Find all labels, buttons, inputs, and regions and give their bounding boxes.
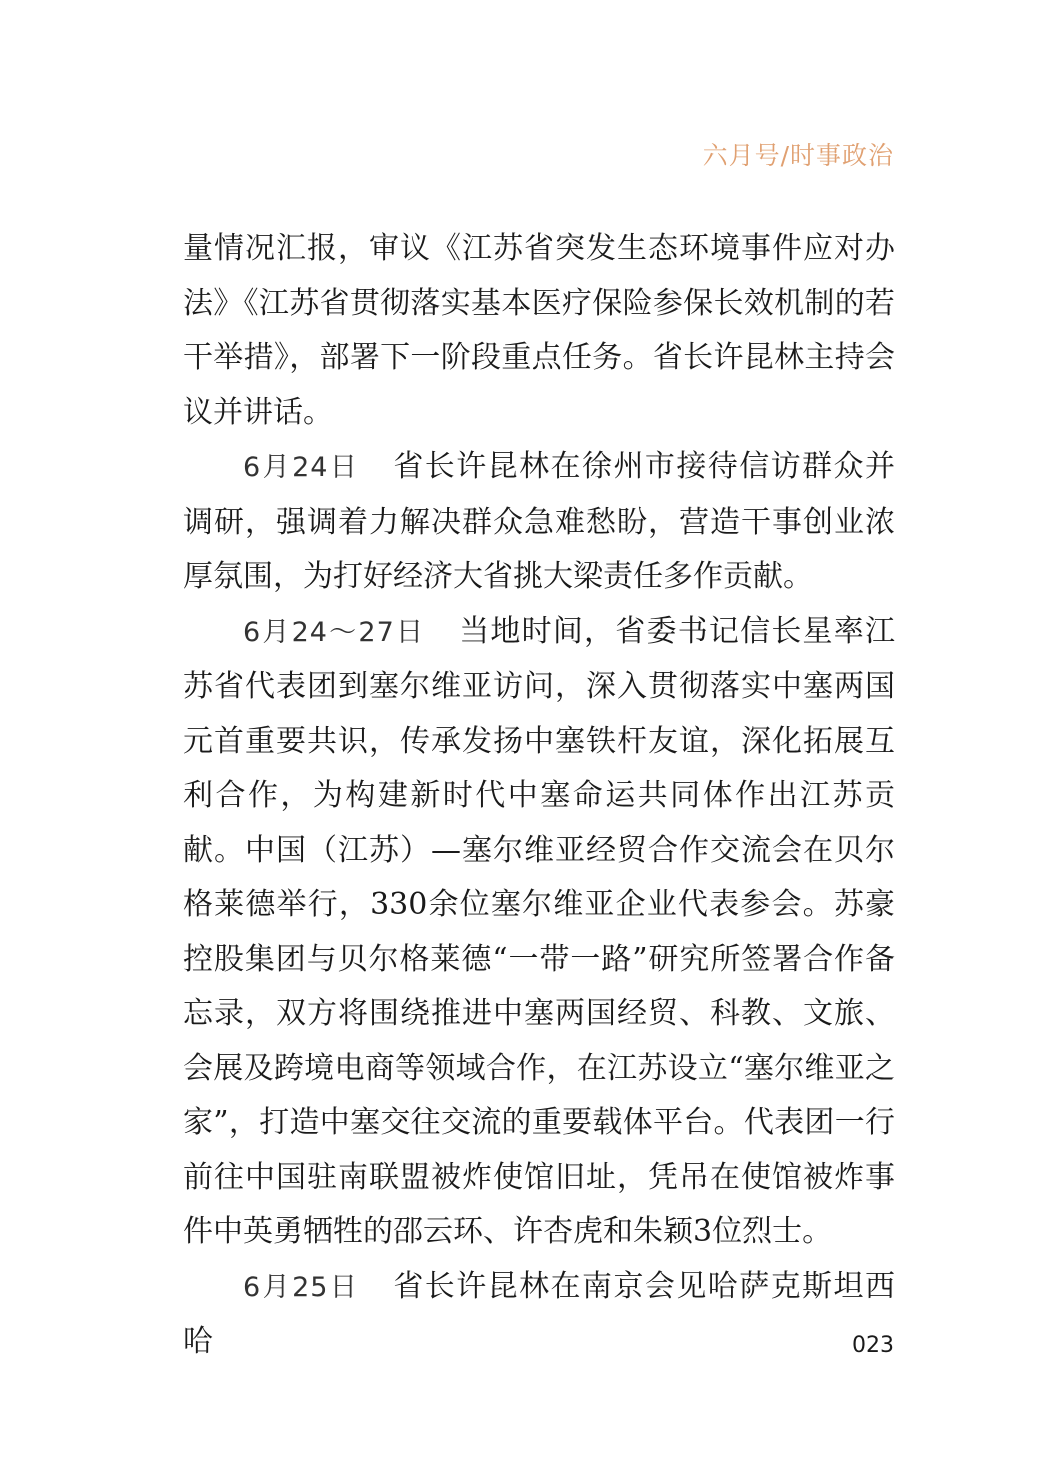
entry-date: 6月25日 xyxy=(243,1271,360,1303)
entry-text: 省长许昆林在徐州市接待信访群众并调研，强调着力解决群众急难愁盼，营造干事创业浓厚氛围，为打好经济大省挑大梁责任多作贡献。 xyxy=(183,449,896,594)
continued-paragraph: 量情况汇报，审议《江苏省突发生态环境事件应对办法》《江苏省贯彻落实基本医疗保险参保长效机制的若干举措》，部署下一阶段重点任务。省长许昆林主持会议并讲话。 xyxy=(183,231,895,430)
chronicle-entry xyxy=(183,605,895,1260)
chronicle-entry xyxy=(183,440,895,605)
entry-date: 6月24～27日 xyxy=(243,616,426,648)
entry-text: 当地时间，省委书记信长星率江苏省代表团到塞尔维亚访问，深入贯彻落实中塞两国元首重要共识，传承发扬中塞铁杆友谊，深化拓展互利合作，为构建新时代中塞命运共同体作出江苏贡献。中国（江苏）—塞尔维亚经贸合作交流会在贝尔格莱德举行，330余位塞尔维亚企业代表参会。苏豪控股集团与贝尔格莱德“一带一路”研究所签署合作备忘录，双方将围绕推进中塞两国经贸、科教、文旅、会展及跨境电商等领域合作，在江苏设立“塞尔维亚之家”，打造中塞交往交流的重要载体平台。代表团一行前往中国驻南联盟被炸使馆旧址，凭吊在使馆被炸事件中英勇牺牲的邵云环、许杏虎和朱颖3位烈士。 xyxy=(183,613,895,1249)
page-number: 023 xyxy=(852,1333,894,1358)
entry-date: 6月24日 xyxy=(243,452,360,483)
article-body xyxy=(183,222,895,1370)
entry-text: 省长许昆林在南京会见哈萨克斯坦西哈 xyxy=(183,1268,896,1359)
section-header: 六月号/时事政治 xyxy=(702,141,894,170)
chronicle-entry xyxy=(183,1260,895,1370)
